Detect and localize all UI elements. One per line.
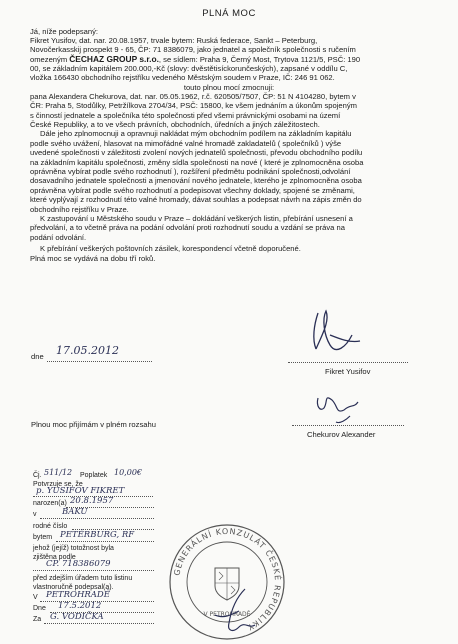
- date-line: [47, 361, 152, 362]
- text-fragment: , se sídlem: Praha 9, Černý Most, Trytova 1121/5, PSČ: 190: [158, 55, 361, 64]
- bytem-label: bytem: [33, 534, 53, 541]
- narozen-value: 20.8.1957: [70, 496, 114, 506]
- signature-fikret-yusifov: [300, 305, 370, 365]
- potvrzuje-label: Potvrzuje se, že: [33, 481, 83, 488]
- zjistena-label: zjištěna podle: [33, 554, 76, 561]
- person-name: p. YUSIFOV FIKRET: [36, 486, 125, 496]
- cislo-label: Čj.: [33, 472, 42, 479]
- rodne-label: rodné číslo: [33, 523, 68, 530]
- acceptance-text: Plnou moc přijímám v plném rozsahu: [31, 420, 156, 429]
- jehoz-label: jehož (jejíž) totožnost byla: [33, 545, 114, 552]
- seal-bottom-text: V PETROHRADĚ: [203, 611, 251, 618]
- text-line: [30, 55, 360, 64]
- cislo-value: 511/12: [44, 468, 73, 477]
- text-line: na základním kapitálu společnosti, změny sídla společnosti na nové ( které je zplnomocněna osoba: [30, 158, 364, 167]
- dne-value: 17.5.2012: [58, 601, 102, 611]
- text-line: dosavadního jednatele společnosti a jmenování nového jednatele, kterého je zplnomocněna osoba: [30, 176, 362, 185]
- text-line: České Republiky, a to ve všech právních, obchodních, úředních a jiných záležitostech.: [30, 120, 320, 129]
- signature-line: [292, 425, 404, 426]
- za-value: G. VODIČKA: [50, 612, 104, 622]
- bytem-value: PETĚRBURG, RF: [60, 530, 135, 540]
- field-line: [33, 570, 154, 571]
- zjistena-value: CP. 718386079: [46, 559, 111, 569]
- v2-label: V: [33, 594, 38, 601]
- intro-line: Já, níže podepsaný:: [30, 27, 98, 36]
- text-line: oprávněna vybírat podle svého rozhodnutí a podepisovat všechny doklady, spojené se změnami,: [30, 186, 355, 195]
- pred-label: před zdejším úřadem tuto listinu: [33, 575, 133, 582]
- text-line: Fikret Yusifov, dat. nar. 20.08.1957, trvale bytem: Ruská federace, Sankt – Peterburg,: [30, 36, 318, 45]
- text-line: ČR: Praha 5, Stodůlky, Petržílkova 2704/34, PSČ: 15800, ke všem jednáním a úkonům spojeným: [30, 101, 357, 110]
- v-value: BAKU: [62, 507, 88, 517]
- signature-line: [288, 362, 408, 363]
- dne-label: Dne: [33, 605, 46, 612]
- text-line: pana Alexandera Chekurova, dat. nar. 05.05.1962, r.č. 620505/7507, ČP: 51 N 4104280, bytem v: [30, 92, 356, 101]
- text-line: s činností jednatele a společníka této společnosti před všemi právnickými osobami na území: [30, 111, 341, 120]
- field-line: [40, 518, 154, 519]
- poplatek-value: 10,00€: [114, 468, 142, 477]
- text-line: Dále jeho zplnomocnuji a opravnuji nakládat mým obchodním podílem na základním kapitálu: [40, 129, 352, 138]
- text-line: oprávněna vybírat podle svého rozhodnutí ), rozšíření předmětu podnikání společnosti,odvolání: [30, 167, 351, 176]
- vlastnorucne-label: vlastnoručně podepsal(a).: [33, 584, 114, 591]
- signature-chekurov: [310, 388, 370, 428]
- text-line: 00, se základním kapitálem 200.000,-Kč (slovy: dvěstětisíckorunčeských), zapsané v oddílu C,: [30, 64, 348, 73]
- text-line: Novočerkasskij prospekt 9 - 65, ČP: 71 8386079, jako jednatel a společník společnosti s ručením: [30, 45, 356, 54]
- v2-value: PETROHRADĚ: [46, 590, 110, 600]
- field-line: [56, 541, 154, 542]
- seal-ring-text: GENERÁLNÍ KONZULÁT ČESKÉ REPUBLIKY: [172, 526, 283, 633]
- text-line: K přebírání veškerých poštovních zásilek, korespondencí včetně doporučené.: [40, 244, 301, 253]
- text-line: touto plnou mocí zmocnuji:: [183, 83, 275, 92]
- signer1-name: Fikret Yusifov: [325, 367, 371, 376]
- signer2-name: Chekurov Alexander: [307, 430, 376, 439]
- text-line: vložka 166430 obchodního rejstříku vedeného Městským soudem v Praze, IČ: 246 91 062.: [30, 73, 335, 82]
- text-line: obchodního rejstříku v Praze.: [30, 205, 129, 214]
- text-line: Plná moc se vydává na dobu tří roků.: [30, 254, 156, 263]
- v-label: v: [33, 511, 37, 518]
- consul-signature: [205, 585, 265, 640]
- text-line: podání odvolání.: [30, 233, 87, 242]
- field-line: [44, 623, 154, 624]
- narozen-label: narozen(a): [33, 500, 67, 507]
- text-line: podle svého uvážení, hlasovat na mimořádné valné hromadě zakladatelů ( společníků ) výše: [30, 139, 342, 148]
- company-name: ČECHAZ GROUP s.r.o.: [69, 54, 159, 64]
- document-title: PLNÁ MOC: [202, 8, 256, 19]
- text-line: předvolání, a to včetně práva na podání odvolání proti rozhodnutí soudu a vzdání se práva na: [30, 223, 345, 232]
- text-line: uvedené společnosti v záležitosti zvolení nových jednatelů společnosti, převodu obchodního podílu: [30, 148, 363, 157]
- date-value: 17.05.2012: [56, 344, 119, 357]
- text-line: které vyplývají z rozhodnutí této valné hromady, dávat souhlas a podepsat návrh na zápis změn do: [30, 195, 362, 204]
- poplatek-label: Poplatek: [80, 472, 108, 479]
- date-label: dne: [31, 352, 44, 361]
- za-label: Za: [33, 616, 42, 623]
- text-fragment: omezeným: [30, 55, 70, 64]
- text-line: K zastupování u Městského soudu v Praze – dokládání veškerých listin, přebírání usnesení a: [40, 214, 353, 223]
